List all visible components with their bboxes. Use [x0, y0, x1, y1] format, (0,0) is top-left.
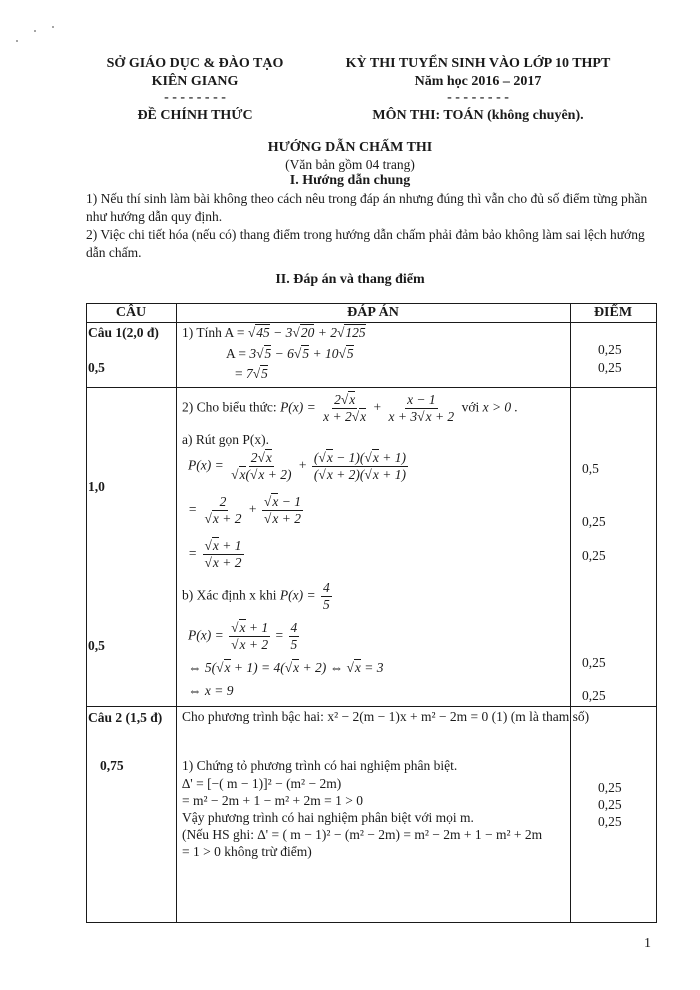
- q1-part2a-step1: P(x) = $\frac{2√x}{√x(√x + 2)}$ + $\frac{(√x - 1)(√x + 1)}{(√x + 2)(√x + 1)}$: [188, 450, 406, 482]
- official-label: ĐỀ CHÍNH THỨC: [137, 108, 253, 123]
- q1-part1-line2: A = 3√5 − 6√5 + 10√5: [226, 346, 354, 361]
- section2-title: II. Đáp án và thang điểm: [275, 272, 425, 287]
- q2-part1-note: (Nếu HS ghi: ∆' = ( m − 1)² − (m² − 2m) = m² − 2m + 1 − m² + 2m: [182, 827, 543, 842]
- q2-part1-step1: ∆' = [−( m − 1)]² − (m² − 2m): [182, 776, 342, 791]
- question-2-label: Câu 2 (1,5 đ): [88, 710, 163, 725]
- scan-speck: [34, 30, 36, 32]
- section1-title: I. Hướng dẫn chung: [289, 173, 411, 188]
- q1-part2b-step1: P(x) = $\frac{√x + 1}{√x + 2}$ = $\frac{4}{5}$: [188, 620, 298, 652]
- col-header-cau: CÂU: [115, 305, 147, 320]
- left-dashes: - - - - - - - -: [164, 90, 226, 105]
- q1-part1-line1: 1) Tính A = √45 − 3√20 + 2√125: [182, 325, 366, 340]
- section1-paragraph-1: 1) Nếu thí sinh làm bài không theo cách nêu trong đáp án nhưng đúng thì vẫn cho đủ số điểm từng phần như hướng dẫn quy định.: [86, 191, 648, 224]
- right-dashes: - - - - - - - -: [447, 90, 509, 105]
- points-value: 0,25: [598, 342, 622, 357]
- points-value: 0,25: [598, 360, 622, 375]
- q1-part2b-step2: ⇔ 5(√x + 1) = 4(√x + 2) ⇔ √x = 3: [188, 660, 384, 675]
- province-name: KIÊN GIANG: [151, 74, 239, 89]
- q1-part2a-points: 1,0: [88, 479, 105, 494]
- q1-part2a-prompt: a) Rút gọn P(x).: [182, 432, 269, 447]
- q1-part1-line3: = 7√5: [235, 366, 268, 381]
- q2-equation: Cho phương trình bậc hai: x² − 2(m − 1)x + m² − 2m = 0 (1) (m là tham số): [182, 709, 590, 724]
- q1-part2b-step3: ⇔ x = 9: [188, 683, 234, 698]
- school-year: Năm học 2016 – 2017: [414, 74, 542, 89]
- q1-part2b-points: 0,5: [88, 638, 105, 653]
- q1-part2-expression: 2) Cho biểu thức: P(x) = $\frac{2√x}{x + 2√x}$ + $\frac{x - 1}{x + 3√x + 2}$ với x > 0 .: [182, 392, 518, 424]
- section1-paragraph-2: 2) Việc chi tiết hóa (nếu có) thang điểm trong hướng dẫn chấm phải đảm bảo không làm sai lệch hướng dẫn chấm.: [86, 227, 645, 260]
- col-header-diem: ĐIỂM: [593, 305, 633, 320]
- points-value: 0,25: [598, 780, 622, 795]
- subject-label: MÔN THI: TOÁN (không chuyên).: [372, 108, 584, 123]
- q1-part2a-step3: = $\frac{√x + 1}{√x + 2}$: [188, 538, 242, 570]
- points-value: 0,25: [582, 548, 606, 563]
- points-value: 0,25: [582, 514, 606, 529]
- q2-part1-points: 0,75: [100, 758, 124, 773]
- points-value: 0,25: [582, 655, 606, 670]
- q1-part2a-step2: = $\frac{2}{√x + 2}$ + $\frac{√x - 1}{√x + 2}$: [188, 494, 301, 526]
- q1-part2b-prompt: b) Xác định x khi P(x) = $\frac{4}{5}$: [182, 580, 330, 612]
- points-value: 0,25: [582, 688, 606, 703]
- q2-part1-prompt: 1) Chứng tỏ phương trình có hai nghiệm phân biệt.: [182, 758, 458, 773]
- q2-part1-note-end: = 1 > 0 không trừ điểm): [182, 844, 312, 859]
- q2-part1-step2: = m² − 2m + 1 − m² + 2m = 1 > 0: [182, 793, 364, 808]
- q2-part1-conclusion: Vậy phương trình có hai nghiệm phân biệt với mọi m.: [182, 810, 474, 825]
- doc-title: HƯỚNG DẪN CHẤM THI: [267, 140, 433, 155]
- points-value: 0,25: [598, 814, 622, 829]
- q1-part1-points: 0,5: [88, 360, 105, 375]
- points-value: 0,5: [582, 461, 599, 476]
- doc-subtitle: (Văn bản gồm 04 trang): [285, 157, 415, 172]
- page-number: 1: [644, 936, 651, 951]
- points-value: 0,25: [598, 797, 622, 812]
- department-name: SỞ GIÁO DỤC & ĐÀO TẠO: [106, 56, 284, 71]
- question-1-label: Câu 1(2,0 đ): [88, 325, 159, 340]
- col-header-dapan: ĐÁP ÁN: [347, 305, 399, 320]
- scan-speck: [16, 40, 18, 42]
- scan-speck: [52, 26, 54, 28]
- exam-title: KỲ THI TUYỂN SINH VÀO LỚP 10 THPT: [345, 56, 611, 71]
